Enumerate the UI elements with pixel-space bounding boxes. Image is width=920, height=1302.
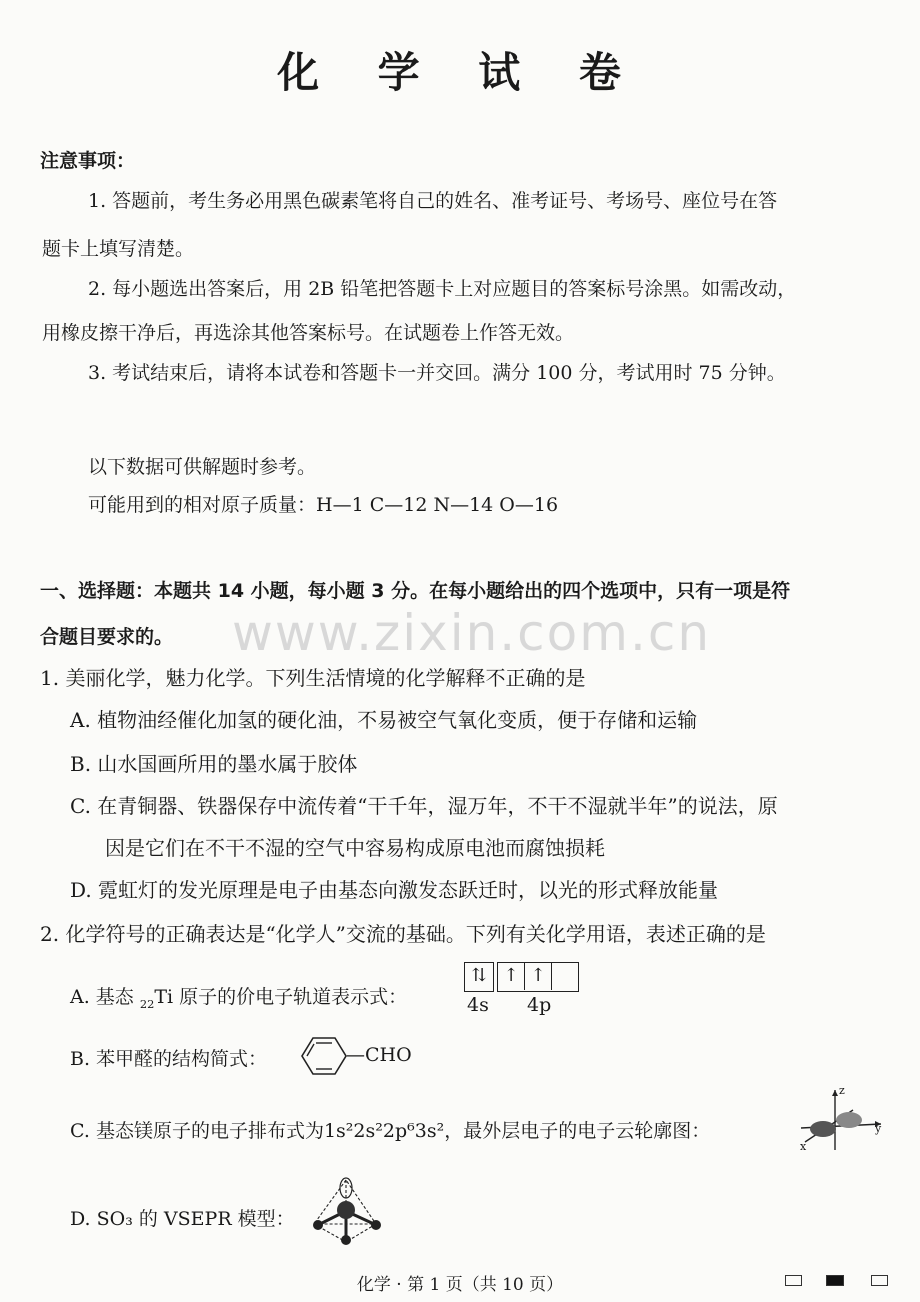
question-1-option-c: C. 在青铜器、铁器保存中流传着“干千年，湿万年，不干不湿就半年”的说法，原 [70, 794, 778, 818]
atomic-number: 22 [139, 996, 155, 1011]
aldehyde-group: —CHO [346, 1044, 412, 1066]
notice-line: 题卡上填写清楚。 [42, 238, 195, 260]
notice-line: 用橡皮擦干净后，再选涂其他答案标号。在试题卷上作答无效。 [42, 322, 575, 344]
axis-label-y: y [875, 1122, 882, 1135]
question-1-stem: 1. 美丽化学，魅力化学。下列生活情境的化学解释不正确的是 [40, 666, 586, 690]
notice-line: 3. 考试结束后，请将本试卷和答题卡一并交回。满分 100 分，考试用时 75 分钟。 [88, 362, 786, 384]
axis-label-x: x [800, 1140, 807, 1153]
notice-heading: 注意事项： [40, 150, 136, 172]
orbital-box-4p: ↑ ↑ [497, 962, 579, 992]
page-marker [871, 1275, 888, 1286]
reference-intro: 以下数据可供解题时参考。 [88, 456, 317, 478]
section-heading: 合题目要求的。 [40, 626, 174, 648]
page-title: 化 学 试 卷 [277, 48, 643, 97]
question-1-option-d: D. 霓虹灯的发光原理是电子由基态向激发态跃迁时，以光的形式释放能量 [70, 878, 719, 902]
notice-line: 1. 答题前，考生务必用黑色碳素笔将自己的姓名、准考证号、考场号、座位号在答 [88, 190, 778, 212]
orbital-label-4p: 4p [527, 994, 552, 1016]
question-2-option-d: D. SO₃ 的 VSEPR 模型： [70, 1208, 295, 1230]
notice-line: 2. 每小题选出答案后，用 2B 铅笔把答题卡上对应题目的答案标号涂黑。如需改动， [88, 278, 797, 300]
question-1-option-c-cont: 因是它们在不干不湿的空气中容易构成原电池而腐蚀损耗 [105, 836, 605, 860]
element-symbol: Ti [154, 986, 174, 1008]
question-2-option-c: C. 基态镁原子的电子排布式为1s²2s²2p⁶3s²，最外层电子的电子云轮廓图： [70, 1120, 711, 1142]
question-2-option-a: A. 基态 $_{22}$Ti 原子的价电子轨道表示式： [70, 986, 408, 1011]
orbital-label-4s: 4s [467, 994, 489, 1016]
page-marker [826, 1275, 844, 1286]
page-footer: 化学 · 第 1 页（共 10 页） [356, 1275, 564, 1295]
so3-vsepr-model-icon [306, 1172, 390, 1250]
page-marker [785, 1275, 802, 1286]
question-2-option-b: B. 苯甲醛的结构简式： [70, 1048, 268, 1070]
electron-configuration: 1s²2s²2p⁶3s² [323, 1120, 445, 1142]
orbital-box-4s: ⇅ [464, 962, 494, 992]
axis-label-z: z [839, 1084, 845, 1097]
benzene-ring-icon [300, 1034, 352, 1078]
question-2-stem: 2. 化学符号的正确表达是“化学人”交流的基础。下列有关化学用语，表述正确的是 [40, 922, 766, 946]
question-1-option-b: B. 山水国画所用的墨水属于胶体 [70, 752, 358, 776]
atomic-masses: 可能用到的相对原子质量：H—1 C—12 N—14 O—16 [88, 494, 559, 516]
question-1-option-a: A. 植物油经催化加氢的硬化油，不易被空气氧化变质，便于存储和运输 [70, 708, 698, 732]
watermark: www.zixin.com.cn [232, 604, 712, 662]
section-heading: 一、选择题：本题共 14 小题，每小题 3 分。在每小题给出的四个选项中，只有一项是符 [40, 580, 791, 602]
